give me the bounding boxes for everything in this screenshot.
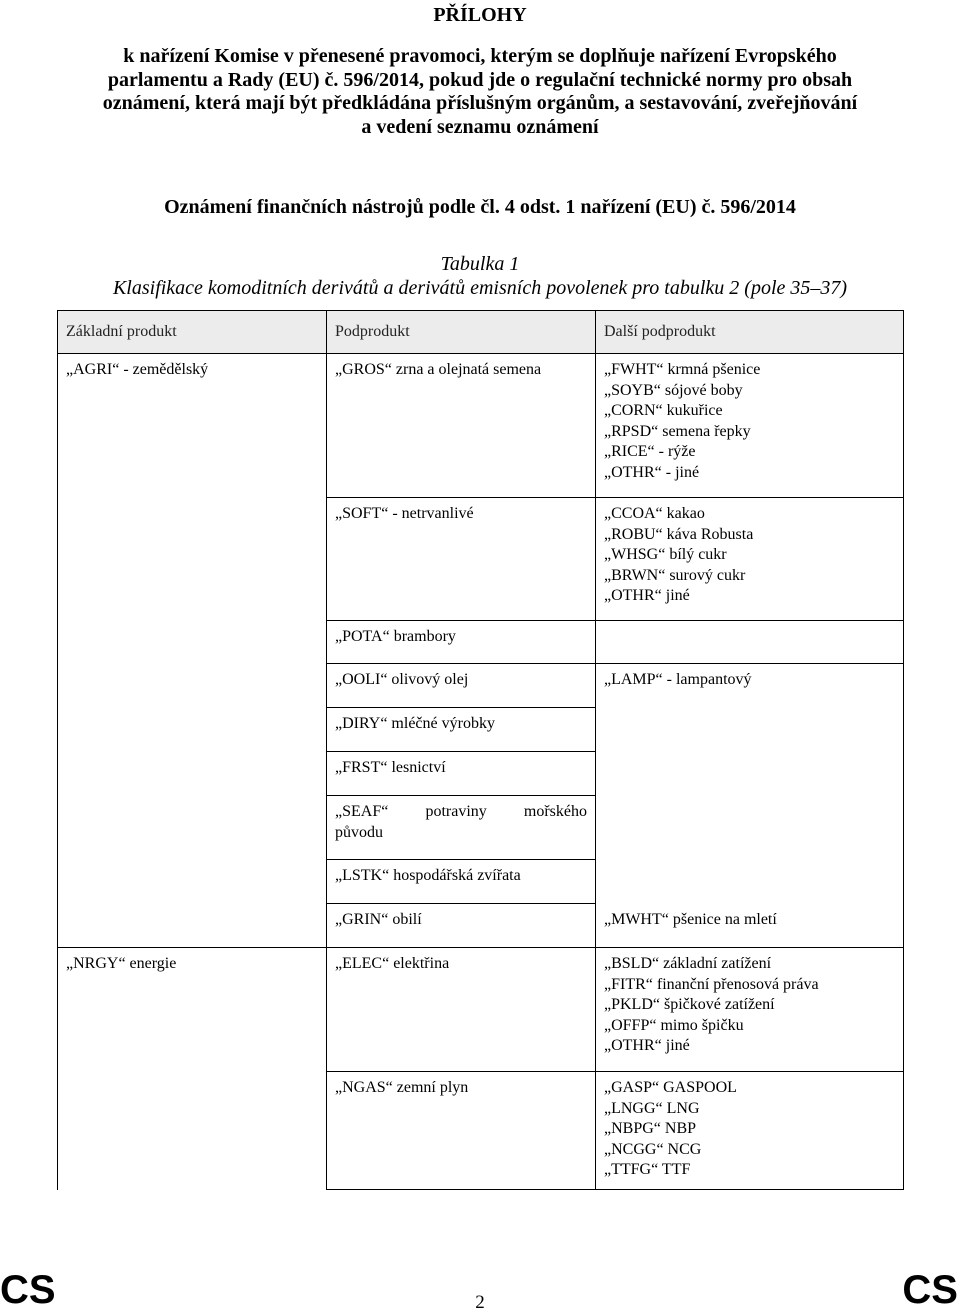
further-product-cell: „MWHT“ pšenice na mletí	[596, 904, 904, 948]
language-code-left: CS	[0, 1268, 56, 1312]
subtitle-line: a vedení seznamu oznámení	[361, 115, 599, 138]
sub-product-cell: „GROS“ zrna a olejnatá semena	[327, 354, 596, 498]
base-product-cell: „AGRI“ - zemědělský	[58, 354, 327, 948]
classification-table	[57, 310, 904, 1190]
table-caption-title: Klasifikace komoditních derivátů a derivátů emisních povolenek pro tabulku 2 (pole 35–37)	[112, 277, 848, 299]
sub-product-cell: „SOFT“ - netrvanlivé	[327, 498, 596, 621]
further-product-cell	[596, 621, 904, 664]
sub-product-cell: „LSTK“ hospodářská zvířata	[327, 860, 596, 904]
further-product-cell: „GASP“ GASPOOL „LNGG“ LNG „NBPG“ NBP „NCGG“ NCG „TTFG“ TTF	[596, 1072, 904, 1190]
further-product-cell: „FWHT“ krmná pšenice „SOYB“ sójové boby „CORN“ kukuřice „RPSD“ semena řepky „RICE“ - rýže „OTHR“ - jiné	[596, 354, 904, 498]
column-header-sub: Podprodukt	[327, 311, 596, 354]
annex-title: PŘÍLOHY	[433, 4, 527, 26]
further-product-cell	[596, 708, 904, 752]
annex-subtitle	[0, 45, 960, 139]
further-product-cell	[596, 752, 904, 796]
further-product-cell: „LAMP“ - lampantový	[596, 664, 904, 708]
further-product-cell	[596, 860, 904, 904]
table-header-row	[58, 311, 904, 354]
language-code-right: CS	[902, 1268, 958, 1312]
subtitle-line: parlamentu a Rady (EU) č. 596/2014, pokud jde o regulační technické normy pro obsah	[107, 68, 853, 91]
subtitle-line: k nařízení Komise v přenesené pravomoci, kterým se doplňuje nařízení Evropského	[123, 45, 837, 67]
sub-product-cell: „DIRY“ mléčné výrobky	[327, 708, 596, 752]
sub-product-cell: „NGAS“ zemní plyn	[327, 1072, 596, 1190]
further-product-cell	[596, 796, 904, 860]
sub-product-cell: „SEAF“ potraviny mořského původu	[327, 796, 596, 860]
further-product-cell: „CCOA“ kakao „ROBU“ káva Robusta „WHSG“ bílý cukr „BRWN“ surový cukr „OTHR“ jiné	[596, 498, 904, 621]
table-caption-number: Tabulka 1	[440, 253, 520, 275]
sub-product-cell: „GRIN“ obilí	[327, 904, 596, 948]
subtitle-line: oznámení, která mají být předkládána příslušným orgánům, a sestavování, zveřejňování	[102, 92, 858, 114]
table-row	[58, 354, 904, 498]
section-heading: Oznámení finančních nástrojů podle čl. 4 odst. 1 nařízení (EU) č. 596/2014	[164, 196, 796, 218]
base-product-cell: „NRGY“ energie	[58, 948, 327, 1190]
sub-product-cell: „POTA“ brambory	[327, 621, 596, 664]
column-header-further: Další podprodukt	[596, 311, 904, 354]
further-product-cell: „BSLD“ základní zatížení „FITR“ finanční přenosová práva „PKLD“ špičkové zatížení „OFFP“ mimo špičku „OTHR“ jiné	[596, 948, 904, 1072]
sub-product-cell: „FRST“ lesnictví	[327, 752, 596, 796]
page-number: 2	[475, 1292, 485, 1313]
table-row	[58, 948, 904, 1072]
sub-product-cell: „OOLI“ olivový olej	[327, 664, 596, 708]
column-header-base: Základní produkt	[58, 311, 327, 354]
sub-product-cell: „ELEC“ elektřina	[327, 948, 596, 1072]
